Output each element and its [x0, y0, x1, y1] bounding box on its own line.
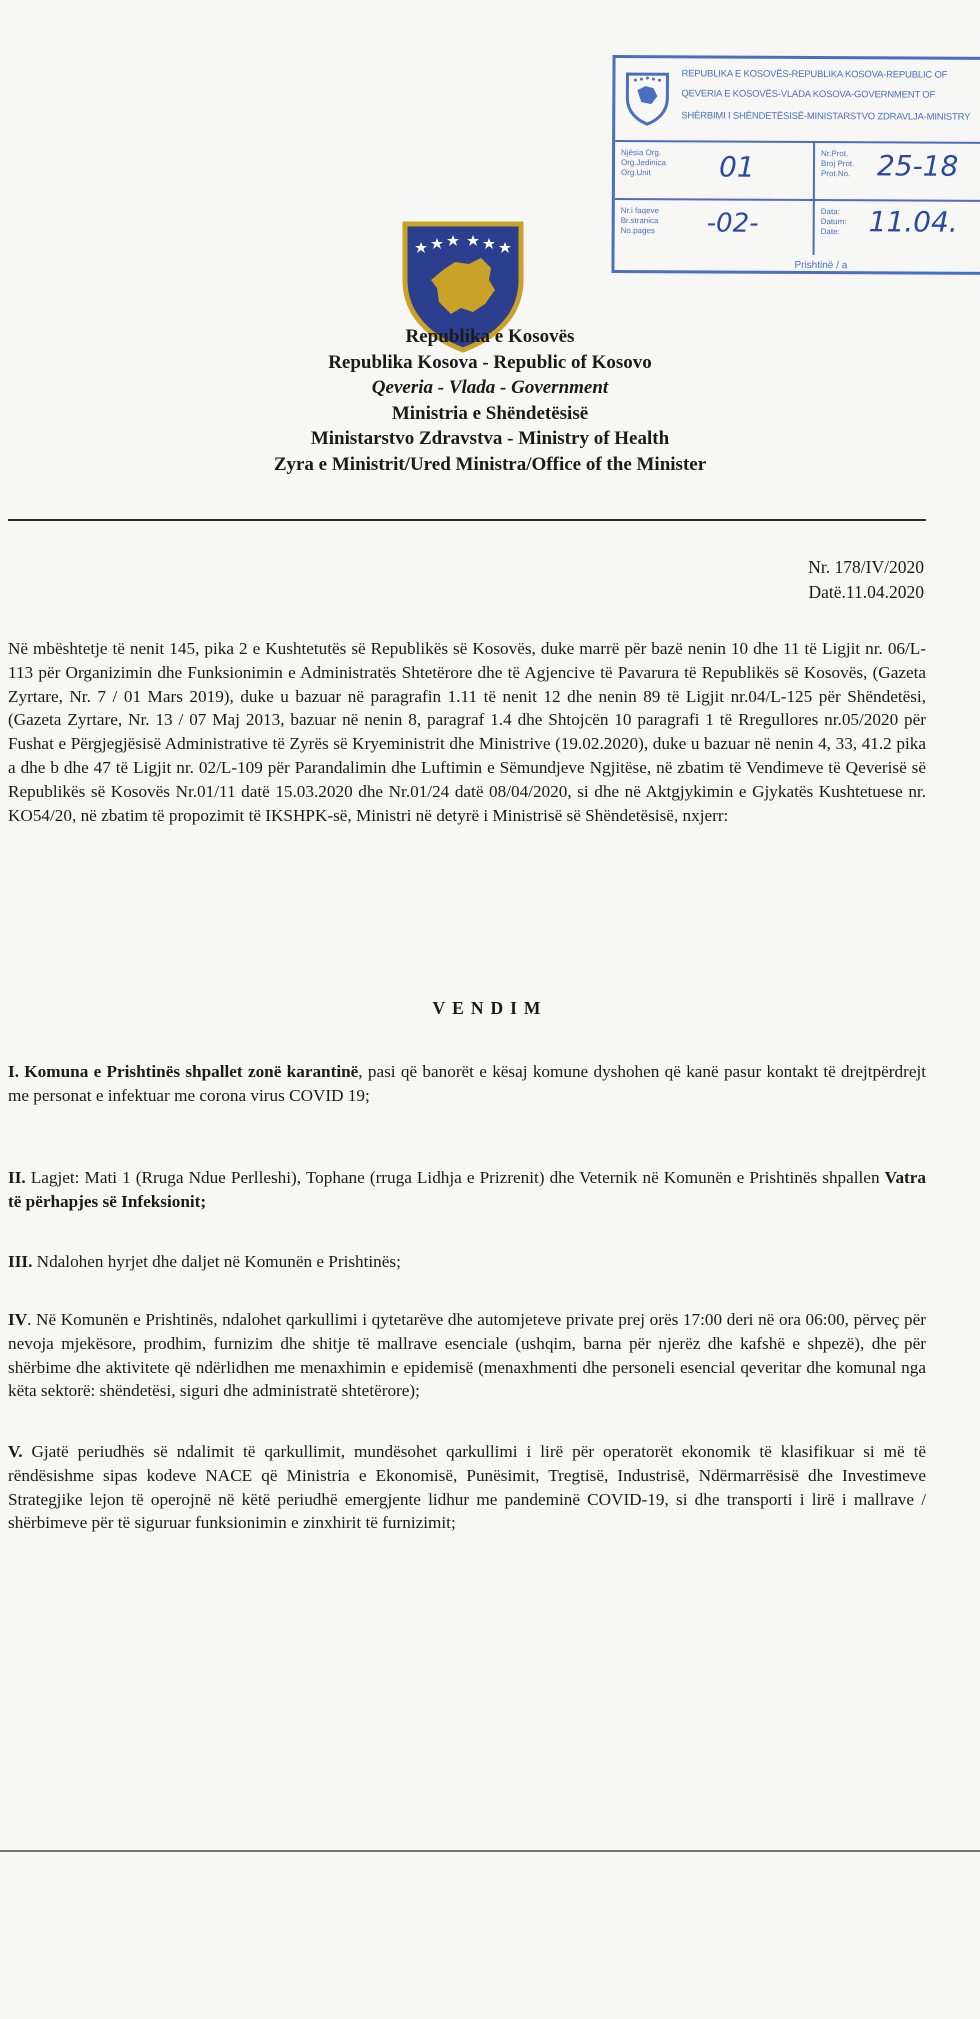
item-4-number: IV [8, 1310, 28, 1329]
header-divider [8, 519, 926, 521]
reference-number: Nr. 178/IV/2020 [808, 557, 924, 577]
preamble-paragraph: Në mbështetje të nenit 145, pika 2 e Kushtetutës së Republikës së Kosovës, duke marrë për bazë nenin 10 dhe 11 të Ligjit nr. 06/L-113 për Organizimin dhe Funksionimin e Administratës Shtetërore dhe të Agjencive të Pavarura të Republikës së Kosovës, (Gazeta Zyrtare, Nr. 7 / 01 Mars 2019), duke u bazuar në paragrafin 1.11 të nenit 12 dhe nenin 89 të Ligjit nr.04/L-125 për Shëndetësi, (Gazeta Zyrtare, Nr. 13 / 07 Maj 2013, bazuar në nenin 8, paragraf 1.4 dhe Shtojcën 10 paragrafi 1 të Rregullores nr.05/2020 për Fushat e Përgjegjësisë Administrative të Zyrës së Kryeministrit dhe Ministrive (19.02.2020), duke u bazuar në nenin 4, 33, 41.2 pika a dhe b dhe 47 të Ligjit nr. 02/L-109 për Parandalimin dhe Luftimin e Sëmundjeve Ngjitëse, në zbatim të Vendimeve të Qeverisë së Republikës së Kosovës Nr.01/11 datë 15.03.2020 dhe Nr.01/24 datë 08/04/2020, si dhe në Aktgjykimin e Gjykatës Kushtetuese nr. KO54/20, në zbatim të propozimit të IKSHPK-së, Ministri në detyrë i Ministrisë së Shëndetësisë, nxjerr: [8, 639, 926, 825]
item-4-text: . Në Komunën e Prishtinës, ndalohet qarkullimi i qytetarëve dhe automjeteve private prej orës 17:00 deri në ora 06:00, përveç për nevoja mjekësore, prodhim, furnizim dhe shitje të mallrave esenciale (ushqim, barna për njerëz dhe kafshë e shpezë), dhe për shërbime dhe aktivitete që ndërlidhen me menaxhimin e epidemisë (menaxhmenti dhe personeli esencial qeveritar dhe komunal nga këta sektorë: shëndetësi, siguri dhe administratë shtetërore); [8, 1310, 926, 1401]
stamp-header [615, 58, 980, 144]
item-3-number: III. [8, 1252, 33, 1271]
header-ministry-sr-en: Ministarstvo Zdravstva - Ministry of Health [310, 428, 670, 449]
stamp-org-unit-value: 01 [718, 150, 755, 184]
item-5-text: Gjatë periudhës së ndalimit të qarkullimit, mundësohet qarkullimi i lirë për operatorët ekonomik të klasifikuar si më të rëndësishme sipas kodeve NACE që Ministria e Ekonomisë, Punësimit, Tregtisë, Industrisë, Ndërmarrësisë dhe Investimeve Strategjike lejon të operojnë në këtë periudhë emergjente lidhur me pandeminë COVID-19, si dhe transporti i lirë i mallrave / shërbimeve për të siguruar funksionimin e zinxhirit të furnizimit; [8, 1442, 926, 1533]
item-2-number: II. [8, 1168, 26, 1187]
stamp-line-1: REPUBLIKA E KOSOVËS-REPUBLIKA KOSOVA-REPUBLIC OF [681, 68, 948, 81]
item-2-text: Lagjet: Mati 1 (Rruga Ndue Perlleshi), Tophane (rruga Lidhja e Prizrenit) dhe Veternik në Komunën e Prishtinës shpallen [25, 1168, 885, 1187]
decision-item-4 [8, 1308, 926, 1403]
stamp-line-3: SHËRBIMI I SHËNDETËSISË-MINISTARSTVO ZDRAVLJA-MINISTRY [681, 110, 971, 123]
header-ministry-sq: Ministria e Shëndetësisë [391, 402, 589, 424]
stamp-pages-value: -02- [706, 208, 759, 239]
decision-item-2 [8, 1166, 926, 1214]
stamp-divider [615, 198, 980, 202]
stamp-protocol-value: 25-18 [876, 149, 959, 183]
stamp-place: Prishtinë / a [794, 259, 848, 272]
stamp-line-2: QEVERIA E KOSOVËS-VLADA KOSOVA-GOVERNMENT OF [681, 88, 936, 101]
reference-date: Datë.11.04.2020 [808, 582, 924, 602]
item-2-bold-text: Vatra të përhapjes së Infeksionit; [8, 1168, 926, 1211]
decision-item-5 [8, 1440, 926, 1535]
document-reference [808, 555, 924, 605]
stamp-date-label: Data: Datum: Date: [820, 207, 847, 237]
stamp-body [614, 142, 980, 275]
stamp-protocol-label: Nr.Prot. Broj Prot. Prot.No. [820, 149, 855, 179]
header-republic-multi: Republika Kosova - Republic of Kosovo [328, 351, 652, 373]
registry-stamp [611, 55, 980, 275]
stamp-emblem-icon [623, 68, 671, 126]
page-bottom-edge [0, 1850, 980, 1852]
item-1-heading: I. Komuna e Prishtinës shpallet zonë karantinë [8, 1062, 359, 1081]
stamp-org-unit-label: Njësia Org. Org.Jedinica Org.Unit [620, 148, 666, 178]
header-republic-sq: Republika e Kosovës [405, 326, 575, 347]
stamp-date-value: 11.04. [868, 205, 958, 239]
item-1-text: , pasi që banorët e kësaj komune dyshohen që kanë pasur kontakt të drejtpërdrejt me personat e infektuar me corona virus COVID 19; [8, 1062, 926, 1105]
header-office: Zyra e Ministrit/Ured Ministra/Office of the Minister [273, 453, 707, 475]
decision-item-1 [8, 1060, 926, 1108]
decision-item-3 [8, 1250, 926, 1274]
decision-title: VENDIM [432, 998, 548, 1018]
header-government: Qeveria - Vlada - Government [371, 377, 609, 398]
stamp-pages-label: Nr.i faqeve Br.stranica No.pages [620, 205, 660, 236]
item-5-number: V. [8, 1442, 23, 1461]
document-header [0, 324, 980, 477]
item-3-text: Ndalohen hyrjet dhe daljet në Komunën e Prishtinës; [32, 1252, 401, 1271]
